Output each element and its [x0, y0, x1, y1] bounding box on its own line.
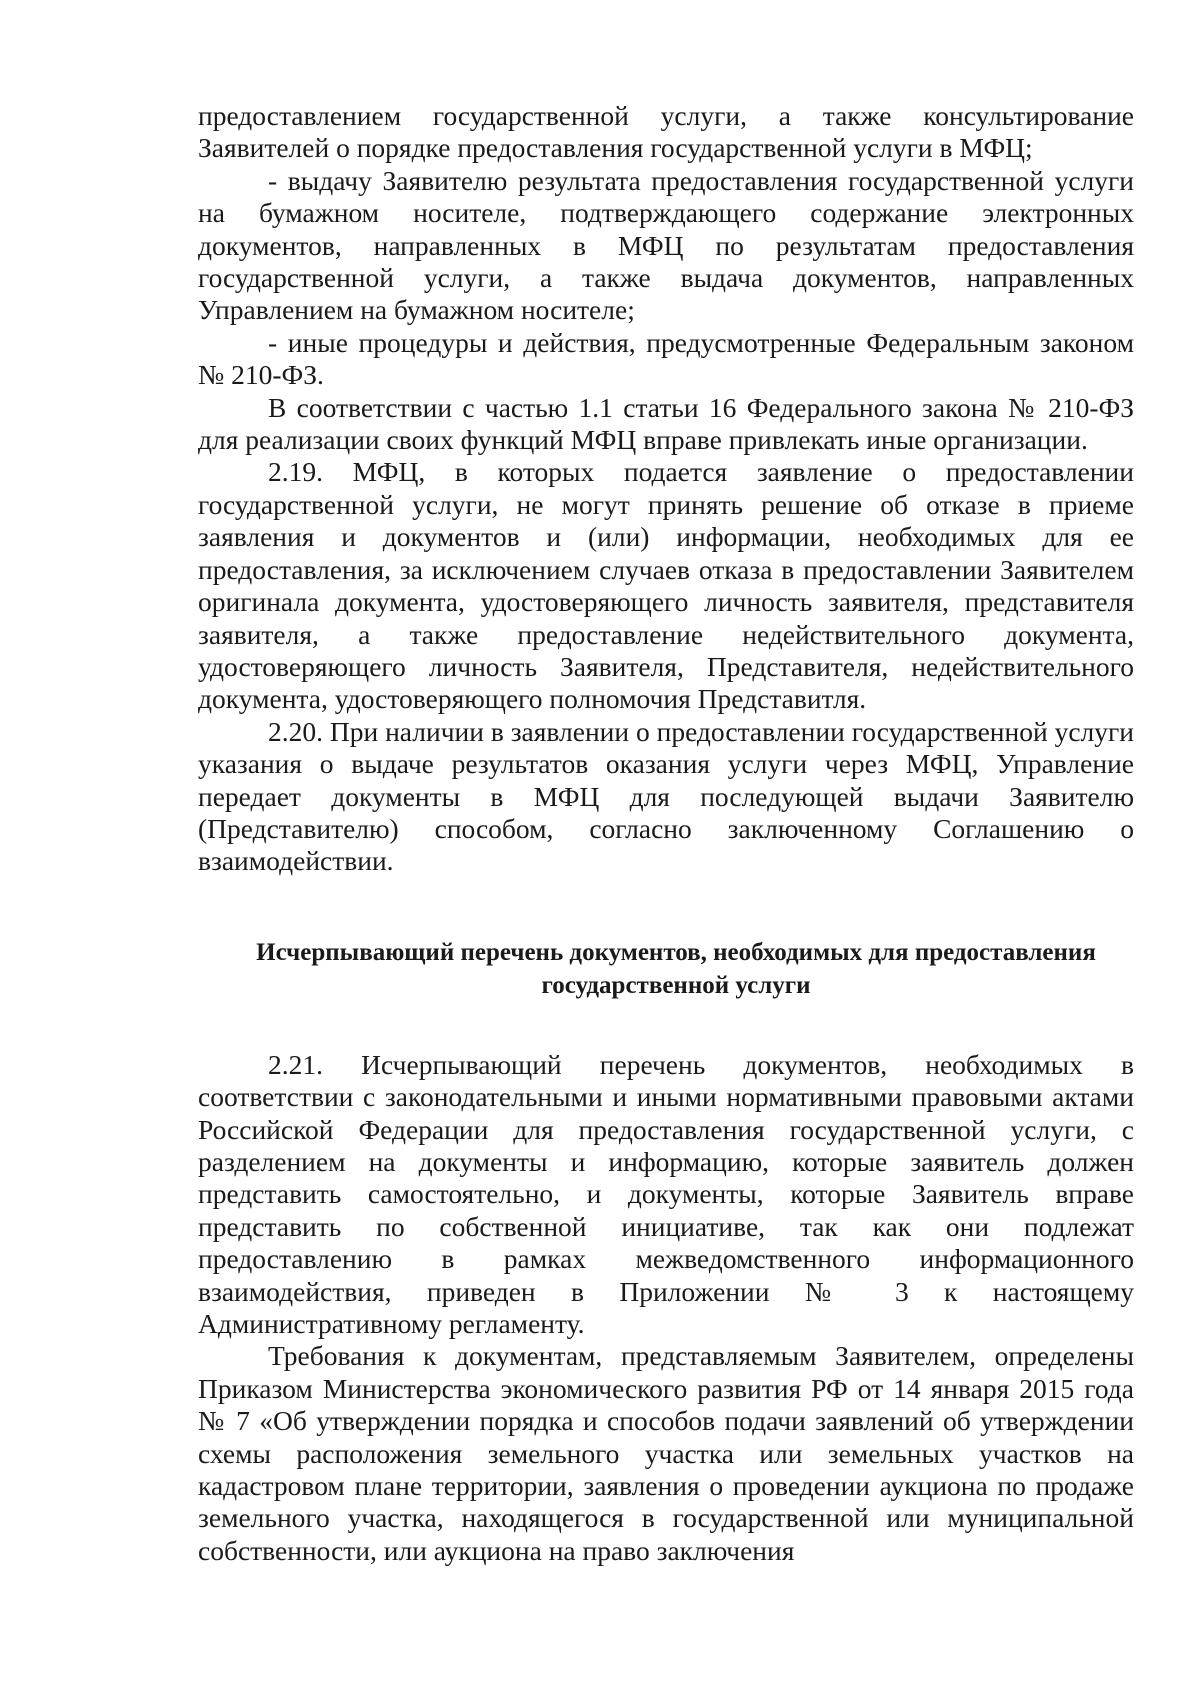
section-heading	[198, 936, 1134, 1002]
paragraph-2-20: 2.20. При наличии в заявлении о предоставлении государственной услуги указания о выдаче результатов оказания услуги через МФЦ, Управление передает документы в МФЦ для последующей выдачи Заявителю (Представителю) способом, согласно заключенному Соглашению о взаимодействии.	[198, 715, 1134, 877]
paragraph-2-21: 2.21. Исчерпывающий перечень документов, необходимых в соответствии с законодательными и иными нормативными правовыми актами Российской Федерации для предоставления государственной услуги, с разделением на документы и информацию, которые заявитель должен представить самостоятельно, и документы, которые Заявитель вправе представить по собственной инициативе, так как они подлежат предоставлению в рамках межведомственного информационного взаимодействия, приведен в Приложении № 3 к настоящему Административному регламенту.	[198, 1048, 1134, 1339]
section-spacer	[198, 878, 1134, 936]
paragraph-2-19: 2.19. МФЦ, в которых подается заявление о предоставлении государственной услуги, не могут принять решение об отказе в приеме заявления и документов и (или) информации, необходимых для ее предоставления, за исключением случаев отказа в предоставлении Заявителем оригинала документа, удостоверяющего личность заявителя, представителя заявителя, а также предоставление недействительного документа, удостоверяющего личность Заявителя, Представителя, недействительного документа, удостоверяющего полномочия Представитля.	[198, 456, 1134, 715]
section-spacer	[198, 1002, 1134, 1049]
paragraph-mfc-other-organizations: В соответствии с частью 1.1 статьи 16 Федерального закона № 210-ФЗ для реализации своих функций МФЦ вправе привлекать иные организации.	[198, 391, 1134, 456]
paragraph-consultation-continuation: предоставлением государственной услуги, а также консультирование Заявителей о порядке предоставления государственной услуги в МФЦ;	[198, 100, 1134, 164]
section-heading-line-1: Исчерпывающий перечень документов, необходимых для предоставления	[256, 938, 1096, 966]
document-page	[198, 100, 1134, 1567]
paragraph-issue-result: - выдачу Заявителю результата предоставления государственной услуги на бумажном носителе, подтверждающего содержание электронных документов, направленных в МФЦ по результатам предоставления государственной услуги, а также выдача документов, направленных Управлением на бумажном носителе;	[198, 164, 1134, 326]
section-heading-line-2: государственной услуги	[541, 971, 811, 999]
paragraph-document-requirements: Требования к документам, представляемым Заявителем, определены Приказом Министерства экономического развития РФ от 14 января 2015 года № 7 «Об утверждении порядка и способов подачи заявлений об утверждении схемы расположения земельного участка или земельных участков на кадастровом плане территории, заявления о проведении аукциона по продаже земельного участка, находящегося в государственной или муниципальной собственности, или аукциона на право заключения	[198, 1340, 1134, 1566]
paragraph-other-procedures: - иные процедуры и действия, предусмотренные Федеральным законом № 210-ФЗ.	[198, 326, 1134, 391]
